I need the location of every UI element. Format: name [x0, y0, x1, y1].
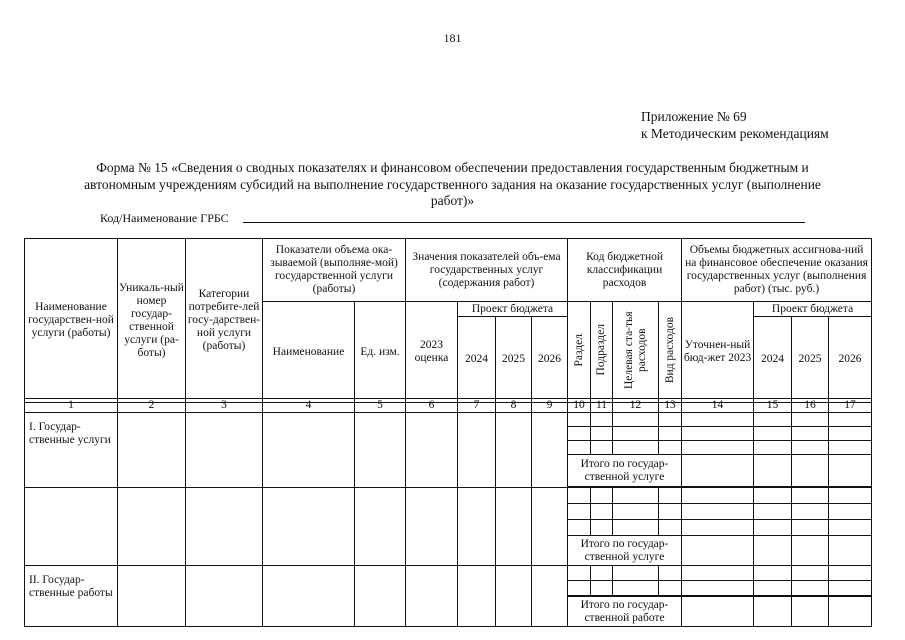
table-cell [682, 455, 754, 487]
table-cell [829, 488, 872, 504]
column-number: 1 [25, 399, 118, 413]
column-number: 5 [355, 399, 406, 413]
table-cell [263, 413, 355, 488]
table-cell [792, 581, 829, 596]
table-cell [118, 413, 186, 488]
table-cell [792, 597, 829, 627]
table-cell [792, 536, 829, 566]
table-cell [659, 581, 682, 596]
table-cell [568, 504, 591, 520]
header-year-2024-b: 2024 [754, 317, 792, 403]
header-budget-classification: Код бюджетной классификации расходов [568, 239, 682, 302]
table-cell [591, 413, 613, 427]
table-cell [829, 597, 872, 627]
header-refined-budget-2023: Уточнен-ный бюд-жет 2023 [682, 302, 754, 403]
appendix-note [641, 108, 829, 142]
table-cell [682, 536, 754, 566]
page-number: 181 [443, 31, 462, 45]
table-cell [754, 520, 792, 536]
table-cell [792, 427, 829, 441]
table-cell [792, 566, 829, 581]
column-number: 9 [532, 399, 568, 413]
table-cell [263, 488, 355, 566]
total-service-row-1: Итого по государ-ственной услуге [568, 455, 682, 487]
header-volume-values: Значения показателей объ-ема государственных услуг (содержания работ) [406, 239, 568, 302]
column-number: 12 [613, 399, 659, 413]
table-cell [458, 488, 496, 566]
table-cell [591, 441, 613, 455]
grbs-fill-line [243, 222, 805, 223]
table-cell [568, 441, 591, 455]
header-year-2025-b: 2025 [792, 317, 829, 403]
works-section-label: II. Государ-ственные работы [25, 566, 118, 627]
grbs-label: Код/Наименование ГРБС [100, 211, 229, 225]
header-year-2025: 2025 [496, 317, 532, 403]
table-cell [458, 566, 496, 627]
table-cell [406, 488, 458, 566]
table-cell [568, 566, 591, 581]
table-cell [496, 566, 532, 627]
table-cell [659, 520, 682, 536]
form-title [36, 160, 869, 210]
table-cell [355, 488, 406, 566]
table-cell [754, 455, 792, 487]
table-cell [792, 455, 829, 487]
header-service-name: Наименование государствен-ной услуги (работы) [25, 239, 118, 403]
table-cell [792, 520, 829, 536]
table-cell [496, 488, 532, 566]
column-number: 10 [568, 399, 591, 413]
table-cell [754, 488, 792, 504]
table-cell [682, 520, 754, 536]
column-number: 13 [659, 399, 682, 413]
header-estimate-2023: 2023 оценка [406, 302, 458, 403]
table-cell [659, 566, 682, 581]
table-cell [682, 597, 754, 627]
table-cell [568, 413, 591, 427]
table-cell [613, 413, 659, 427]
table-cell [682, 504, 754, 520]
total-service-row-2: Итого по государ-ственной услуге [568, 536, 682, 566]
table-cell [591, 504, 613, 520]
table-cell [754, 441, 792, 455]
form-title-line-1: Форма № 15 «Сведения о сводных показателях и финансовом обеспечении предоставления государственным бюджетным и [96, 160, 809, 175]
table-cell [568, 488, 591, 504]
table-cell [186, 413, 263, 488]
column-number: 11 [591, 399, 613, 413]
table-cell [682, 413, 754, 427]
column-number: 17 [829, 399, 872, 413]
table-cell [591, 581, 613, 596]
table-cell [355, 413, 406, 488]
table-cell [613, 566, 659, 581]
table-cell [186, 566, 263, 627]
table-cell [25, 488, 118, 566]
table-cell [659, 413, 682, 427]
header-consumer-categories: Категории потребите-лей госу-дарствен-ной услуги (работы) [186, 239, 263, 403]
table-cell [406, 566, 458, 627]
table-cell [659, 488, 682, 504]
header-section: Раздел [568, 302, 591, 403]
table-cell [754, 536, 792, 566]
column-number: 2 [118, 399, 186, 413]
table-cell [754, 566, 792, 581]
table-cell [754, 581, 792, 596]
table-cell [591, 488, 613, 504]
table-cell [613, 427, 659, 441]
table-cell [568, 520, 591, 536]
table-cell [829, 441, 872, 455]
table-cell [829, 581, 872, 596]
table-cell [613, 520, 659, 536]
table-cell [118, 566, 186, 627]
column-number-row [25, 399, 872, 413]
table-cell [458, 413, 496, 488]
table-cell [829, 536, 872, 566]
table-cell [659, 504, 682, 520]
table-cell [682, 441, 754, 455]
table-cell [613, 504, 659, 520]
appendix-line-1: Приложение № 69 [641, 109, 747, 124]
header-budget-project-2: Проект бюджета [754, 302, 872, 317]
column-number: 7 [458, 399, 496, 413]
column-number: 16 [792, 399, 829, 413]
table-cell [263, 566, 355, 627]
table-cell [754, 597, 792, 627]
table-cell [754, 427, 792, 441]
table-cell [591, 427, 613, 441]
appendix-line-2: к Методическим рекомендациям [641, 126, 829, 141]
table-cell [186, 488, 263, 566]
table-cell [532, 413, 568, 488]
table-cell [829, 455, 872, 487]
column-number: 14 [682, 399, 754, 413]
table-cell [682, 566, 754, 581]
table-cell [613, 488, 659, 504]
table-cell [355, 566, 406, 627]
table-cell [659, 427, 682, 441]
table-cell [754, 504, 792, 520]
table-cell [568, 427, 591, 441]
table-cell [568, 581, 591, 596]
table-cell [591, 520, 613, 536]
table-cell [682, 488, 754, 504]
table-cell [829, 504, 872, 520]
table-cell [829, 413, 872, 427]
header-volume-unit: Ед. изм. [355, 302, 406, 403]
form-title-line-2: автономным учреждениям субсидий на выполнение государственного задания на оказание государственных услуг (выполнение [84, 176, 821, 192]
total-work-row: Итого по государ-ственной работе [568, 597, 682, 627]
table-cell [532, 566, 568, 627]
header-year-2026: 2026 [532, 317, 568, 403]
column-number: 4 [263, 399, 355, 413]
header-year-2026-b: 2026 [829, 317, 872, 403]
table-cell [659, 441, 682, 455]
table-cell [682, 427, 754, 441]
table-cell [613, 441, 659, 455]
header-budget-allocations: Объемы бюджетных ассигнова-ний на финансовое обеспечение оказания государственных услуг (выполнения работ) (тыс. руб.) [682, 239, 872, 302]
table-cell [829, 427, 872, 441]
header-volume-indicators: Показатели объема ока-зываемой (выполняе-мой) государственной услуги (работы) [263, 239, 406, 302]
table-cell [829, 566, 872, 581]
table-cell [406, 413, 458, 488]
column-number: 6 [406, 399, 458, 413]
form-title-line-3: работ)» [430, 193, 475, 208]
table-cell [118, 488, 186, 566]
table-cell [792, 504, 829, 520]
table-cell [613, 581, 659, 596]
table-cell [754, 413, 792, 427]
services-section-label: I. Государ-ственные услуги [25, 413, 118, 488]
header-budget-project: Проект бюджета [458, 302, 568, 317]
table-cell [792, 488, 829, 504]
table-cell [792, 413, 829, 427]
table-cell [829, 520, 872, 536]
table-cell [496, 413, 532, 488]
table-cell [682, 581, 754, 596]
table-cell [591, 566, 613, 581]
header-volume-name: Наименование [263, 302, 355, 403]
column-number: 15 [754, 399, 792, 413]
table-cell [792, 441, 829, 455]
table-cell [532, 488, 568, 566]
header-target-item: Целевая ста-тья расходов [613, 302, 659, 403]
header-table [24, 238, 872, 403]
header-subsection: Подраздел [591, 302, 613, 403]
header-unique-number: Уникаль-ный номер государ-ственной услуги (ра-боты) [118, 239, 186, 403]
column-number: 3 [186, 399, 263, 413]
header-year-2024: 2024 [458, 317, 496, 403]
body-table [24, 398, 872, 627]
column-number: 8 [496, 399, 532, 413]
header-expense-type: Вид расходов [659, 302, 682, 403]
